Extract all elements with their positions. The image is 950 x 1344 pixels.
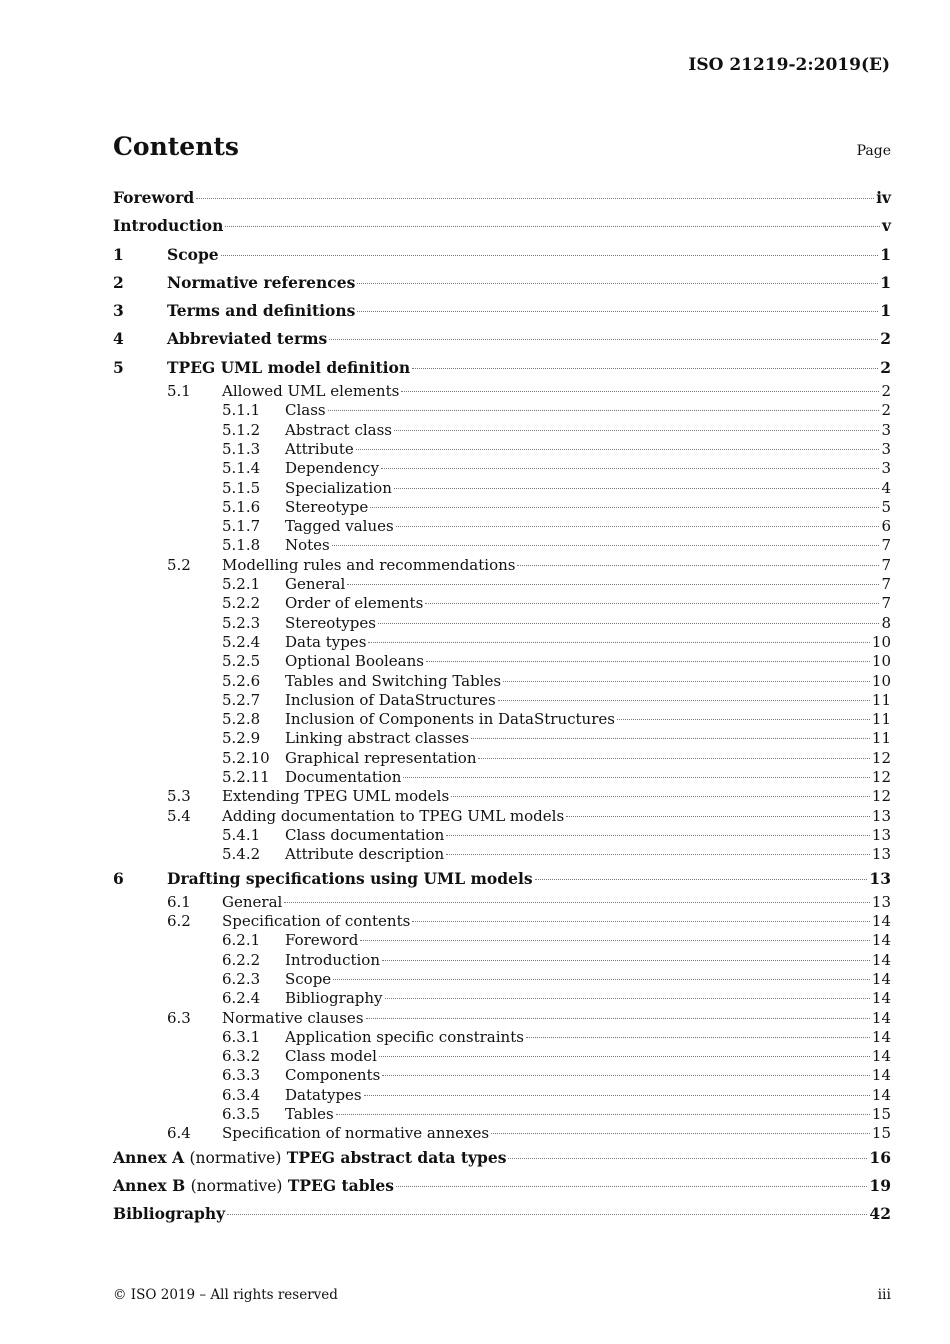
annex-title: TPEG abstract data types: [286, 1147, 507, 1167]
toc-entry-title: Attribute description: [285, 845, 445, 864]
toc-entry-number: 5.1.2: [222, 420, 261, 439]
dot-leader: [370, 507, 879, 508]
toc-entry-page: 15: [871, 1105, 891, 1124]
toc-entry[interactable]: [113, 1124, 891, 1143]
toc-entry-page: 14: [871, 950, 891, 969]
toc-entry[interactable]: [113, 768, 891, 787]
toc-entry[interactable]: [113, 1066, 891, 1085]
dot-leader: [412, 368, 878, 369]
toc-entry-number: 4: [113, 329, 124, 349]
toc-entry-number: 5.2: [167, 555, 191, 574]
toc-entry[interactable]: [113, 826, 891, 845]
dot-leader: [451, 796, 870, 797]
toc-entry-title: Class: [285, 401, 326, 420]
dot-leader: [394, 430, 879, 431]
toc-entry-page: 10: [871, 652, 891, 671]
toc-entry[interactable]: [113, 594, 891, 613]
dot-leader: [378, 623, 880, 624]
toc-entry-title: Modelling rules and recommendations: [222, 555, 516, 574]
toc-entry-page: 12: [871, 768, 891, 787]
toc-entry-page: 2: [880, 329, 891, 349]
toc-entry-title: TPEG UML model definition: [167, 357, 411, 377]
toc-entry-title: Application specific constraints: [285, 1027, 524, 1046]
toc-entry-page: 14: [871, 969, 891, 988]
toc-entry-page: 7: [881, 575, 891, 594]
toc-entry-page: 2: [881, 401, 891, 420]
toc-entry[interactable]: [113, 1144, 891, 1172]
toc-entry-page: 8: [881, 613, 891, 632]
toc-entry-number: 5.2.5: [222, 652, 261, 671]
dot-leader: [227, 1214, 867, 1215]
toc-entry-number: 5.1.1: [222, 401, 261, 420]
dot-leader: [347, 584, 879, 585]
toc-entry-page: 16: [869, 1147, 891, 1167]
dot-leader: [382, 960, 870, 961]
toc-entry-title: [113, 1144, 506, 1172]
toc-entry[interactable]: [113, 498, 891, 517]
toc-entry-page: 14: [871, 931, 891, 950]
dot-leader: [503, 681, 870, 682]
toc-entry-number: 5.1.6: [222, 497, 261, 516]
toc-entry-title: Extending TPEG UML models: [222, 787, 450, 806]
toc-entry-title: Terms and definitions: [167, 301, 356, 321]
toc-entry[interactable]: [113, 1086, 891, 1105]
toc-entry-number: 6.3.5: [222, 1105, 261, 1124]
toc-entry-number: 5.1.4: [222, 459, 261, 478]
toc-entry-page: 5: [881, 497, 891, 516]
toc-entry[interactable]: [113, 787, 891, 806]
toc-entry-page: 13: [871, 825, 891, 844]
toc-entry-number: 6.2: [167, 912, 191, 931]
dot-leader: [471, 738, 870, 739]
annex-type: (normative): [189, 1148, 282, 1167]
annex-label: Annex B: [113, 1175, 186, 1195]
toc-entry-number: 5.2.9: [222, 729, 261, 748]
toc-entry-number: 5.1: [167, 382, 191, 401]
toc-entry-page: 15: [871, 1124, 891, 1143]
toc-entry-number: 5.1.7: [222, 517, 261, 536]
dot-leader: [396, 526, 880, 527]
toc-entry-page: 10: [871, 671, 891, 690]
dot-leader: [364, 1095, 870, 1096]
toc-entry-number: 5.4.2: [222, 845, 261, 864]
toc-entry-title: Tables and Switching Tables: [285, 671, 502, 690]
toc-entry-number: 5.2.7: [222, 690, 261, 709]
toc-entry-number: 6.2.2: [222, 950, 261, 969]
dot-leader: [357, 311, 878, 312]
toc-entry-title: Scope: [285, 969, 332, 988]
toc-entry-number: 6.3: [167, 1008, 191, 1027]
copyright-notice: © ISO 2019 – All rights reserved: [113, 1287, 338, 1303]
dot-leader: [401, 391, 879, 392]
toc-entry-number: 1: [113, 244, 124, 264]
toc-entry[interactable]: [113, 614, 891, 633]
toc-entry-title: Introduction: [113, 216, 224, 236]
dot-leader: [357, 283, 878, 284]
toc-entry[interactable]: [113, 652, 891, 671]
toc-entry[interactable]: [113, 672, 891, 691]
toc-entry-title: Normative references: [167, 272, 356, 292]
toc-entry-number: 5.2.6: [222, 671, 261, 690]
toc-entry-title: Components: [285, 1066, 381, 1085]
document-id: ISO 21219-2:2019(E): [688, 55, 890, 75]
toc-entry-page: 11: [871, 710, 891, 729]
toc-entry-title: Order of elements: [285, 594, 424, 613]
dot-leader: [221, 255, 879, 256]
annex-type: (normative): [190, 1176, 283, 1195]
toc-entry-title: Data types: [285, 632, 367, 651]
toc-entry-page: 7: [881, 594, 891, 613]
toc-entry[interactable]: [113, 479, 891, 498]
toc-entry-number: 5.2.4: [222, 632, 261, 651]
toc-entry-title: Tagged values: [285, 517, 394, 536]
toc-entry-page: 3: [881, 420, 891, 439]
toc-entry[interactable]: [113, 1105, 891, 1124]
toc-entry[interactable]: [113, 212, 891, 240]
toc-entry[interactable]: [113, 893, 891, 912]
toc-entry[interactable]: [113, 931, 891, 950]
toc-entry[interactable]: [113, 710, 891, 729]
toc-entry[interactable]: [113, 517, 891, 536]
dot-leader: [382, 1075, 870, 1076]
toc-entry[interactable]: [113, 691, 891, 710]
toc-entry-number: 5.1.5: [222, 478, 261, 497]
toc-entry-number: 2: [113, 272, 124, 292]
toc-entry-title: Stereotype: [285, 497, 369, 516]
toc-entry-title: Stereotypes: [285, 613, 376, 632]
page-column-label: Page: [856, 143, 891, 159]
toc-entry-page: 14: [871, 1047, 891, 1066]
toc-entry-title: Specialization: [285, 478, 392, 497]
toc-entry[interactable]: [113, 729, 891, 748]
toc-entry-title: General: [285, 575, 346, 594]
toc-entry-page: 1: [880, 272, 891, 292]
toc-entry[interactable]: [113, 269, 891, 297]
toc-entry-number: 5.2.2: [222, 594, 261, 613]
toc-entry-page: 12: [871, 748, 891, 767]
toc-entry-number: 5.2.3: [222, 613, 261, 632]
toc-entry-title: [113, 1172, 394, 1200]
toc-entry-title: General: [222, 892, 283, 911]
toc-entry[interactable]: [113, 865, 891, 893]
dot-leader: [478, 758, 869, 759]
toc-entry-title: Abstract class: [285, 420, 393, 439]
toc-entry[interactable]: [113, 1172, 891, 1200]
dot-leader: [368, 642, 870, 643]
toc-entry-page: 6: [881, 517, 891, 536]
toc-entry-title: Class model: [285, 1047, 377, 1066]
toc-entry-page: 42: [869, 1204, 891, 1224]
dot-leader: [403, 777, 870, 778]
toc-entry[interactable]: [113, 297, 891, 325]
toc-entry-number: 6.3.2: [222, 1047, 261, 1066]
toc-entry[interactable]: [113, 989, 891, 1008]
dot-leader: [328, 410, 880, 411]
toc-entry[interactable]: [113, 459, 891, 478]
toc-entry[interactable]: [113, 951, 891, 970]
toc-entry[interactable]: [113, 970, 891, 989]
toc-entry-number: 6.2.3: [222, 969, 261, 988]
toc-entry-number: 5.2.8: [222, 710, 261, 729]
toc-entry-title: Abbreviated terms: [167, 329, 328, 349]
toc-entry-title: Adding documentation to TPEG UML models: [222, 806, 565, 825]
dot-leader: [535, 879, 868, 880]
dot-leader: [336, 1114, 870, 1115]
toc-entry[interactable]: [113, 1028, 891, 1047]
toc-entry-number: 5.3: [167, 787, 191, 806]
toc-entry-title: Datatypes: [285, 1085, 362, 1104]
dot-leader: [225, 226, 880, 227]
toc-entry-number: 6.3.1: [222, 1027, 261, 1046]
toc-entry[interactable]: [113, 382, 891, 401]
toc-entry-page: 3: [881, 459, 891, 478]
toc-entry-page: 13: [871, 892, 891, 911]
toc-entry-number: 5.4.1: [222, 825, 261, 844]
toc-entry-number: 5.1.3: [222, 439, 261, 458]
dot-leader: [526, 1037, 870, 1038]
toc-entry-page: 11: [871, 729, 891, 748]
dot-leader: [446, 854, 870, 855]
dot-leader: [412, 921, 870, 922]
toc-entry-title: Documentation: [285, 768, 402, 787]
toc-entry-title: Foreword: [113, 188, 195, 207]
toc-entry-title: Bibliography: [285, 989, 383, 1008]
toc-entry[interactable]: [113, 575, 891, 594]
dot-leader: [508, 1158, 867, 1159]
dot-leader: [385, 998, 870, 999]
toc-entry-number: 5.2.1: [222, 575, 261, 594]
dot-leader: [381, 468, 879, 469]
toc-entry[interactable]: [113, 1200, 891, 1228]
dot-leader: [329, 339, 878, 340]
toc-entry-number: 6.3.4: [222, 1085, 261, 1104]
toc-entry[interactable]: [113, 1009, 891, 1028]
toc-entry[interactable]: [113, 325, 891, 353]
dot-leader: [517, 565, 879, 566]
toc-entry-title: Class documentation: [285, 825, 445, 844]
dot-leader: [356, 449, 880, 450]
dot-leader: [394, 488, 880, 489]
toc-entry-number: 5.2.11: [222, 768, 270, 787]
toc-entry-number: 6.3.3: [222, 1066, 261, 1085]
toc-entry-number: 6.2.1: [222, 931, 261, 950]
toc-entry-page: 2: [880, 357, 891, 377]
toc-entry[interactable]: [113, 556, 891, 575]
toc-entry-page: 14: [871, 1027, 891, 1046]
toc-entry[interactable]: [113, 749, 891, 768]
page-number: iii: [877, 1287, 891, 1303]
toc-entry-page: 13: [869, 868, 891, 888]
toc-entry-page: 1: [880, 301, 891, 321]
toc-entry-title: Specification of normative annexes: [222, 1124, 490, 1143]
toc-entry-page: iv: [876, 188, 891, 207]
toc-entry-number: 5: [113, 357, 124, 377]
toc-entry-page: 1: [880, 244, 891, 264]
dot-leader: [396, 1186, 867, 1187]
toc-entry-number: 5.2.10: [222, 748, 270, 767]
dot-leader: [366, 1018, 870, 1019]
toc-entry-page: 13: [871, 845, 891, 864]
dot-leader: [425, 603, 879, 604]
toc-entry[interactable]: [113, 440, 891, 459]
toc-entry[interactable]: [113, 845, 891, 864]
dot-leader: [379, 1056, 870, 1057]
toc-entry-title: Bibliography: [113, 1204, 226, 1224]
toc-entry-page: 10: [871, 632, 891, 651]
toc-entry-page: 3: [881, 439, 891, 458]
toc-entry-page: 4: [881, 478, 891, 497]
toc-entry-title: Tables: [285, 1105, 334, 1124]
dot-leader: [426, 661, 870, 662]
toc-entry-number: 6: [113, 868, 124, 888]
dot-leader: [332, 545, 880, 546]
toc-entry-title: Introduction: [285, 950, 380, 969]
dot-leader: [446, 835, 870, 836]
toc-entry[interactable]: [113, 633, 891, 652]
toc-entry-number: 6.4: [167, 1124, 191, 1143]
annex-title: TPEG tables: [287, 1175, 395, 1195]
toc-entry-number: 6.1: [167, 892, 191, 911]
dot-leader: [360, 940, 870, 941]
toc-entry-title: Graphical representation: [285, 748, 477, 767]
toc-entry-number: 3: [113, 301, 124, 321]
dot-leader: [491, 1133, 870, 1134]
toc-entry-page: 14: [871, 1008, 891, 1027]
toc-entry-number: 5.4: [167, 806, 191, 825]
toc-entry-title: Inclusion of DataStructures: [285, 690, 496, 709]
toc-entry[interactable]: [113, 912, 891, 931]
toc-entry-page: 14: [871, 912, 891, 931]
table-of-contents: [113, 184, 891, 1229]
dot-leader: [284, 902, 870, 903]
toc-entry-number: 6.2.4: [222, 989, 261, 1008]
dot-leader: [196, 198, 874, 199]
dot-leader: [566, 816, 870, 817]
toc-entry[interactable]: [113, 401, 891, 420]
annex-label: Annex A: [113, 1147, 185, 1167]
toc-entry-page: 14: [871, 1085, 891, 1104]
toc-entry-page: 14: [871, 989, 891, 1008]
toc-entry[interactable]: [113, 354, 891, 382]
toc-entry-title: Linking abstract classes: [285, 729, 470, 748]
toc-entry[interactable]: [113, 1047, 891, 1066]
toc-entry[interactable]: [113, 421, 891, 440]
toc-entry-title: Scope: [167, 244, 219, 264]
toc-entry-title: Allowed UML elements: [222, 382, 400, 401]
toc-entry-title: Normative clauses: [222, 1008, 364, 1027]
toc-entry-page: 2: [881, 382, 891, 401]
toc-entry-title: Optional Booleans: [285, 652, 424, 671]
toc-entry-page: 19: [869, 1175, 891, 1195]
toc-entry[interactable]: [113, 241, 891, 269]
toc-entry[interactable]: [113, 807, 891, 826]
toc-entry-title: Foreword: [285, 931, 359, 950]
dot-leader: [333, 979, 870, 980]
toc-entry-number: 5.1.8: [222, 536, 261, 555]
toc-entry-page: 7: [881, 536, 891, 555]
toc-entry-title: Dependency: [285, 459, 380, 478]
toc-entry[interactable]: [113, 184, 891, 212]
toc-entry-page: 12: [871, 787, 891, 806]
toc-entry-page: v: [881, 216, 891, 236]
toc-entry-title: Specification of contents: [222, 912, 411, 931]
toc-entry-page: 14: [871, 1066, 891, 1085]
toc-entry-title: Inclusion of Components in DataStructures: [285, 710, 615, 729]
toc-entry-title: Drafting specifications using UML models: [167, 868, 533, 888]
toc-entry[interactable]: [113, 536, 891, 555]
toc-entry-page: 7: [881, 555, 891, 574]
dot-leader: [617, 719, 870, 720]
toc-entry-page: 11: [871, 690, 891, 709]
page-title: Contents: [113, 132, 240, 161]
toc-entry-title: Attribute: [285, 439, 354, 458]
toc-entry-page: 13: [871, 806, 891, 825]
toc-entry-title: Notes: [285, 536, 330, 555]
dot-leader: [498, 700, 870, 701]
